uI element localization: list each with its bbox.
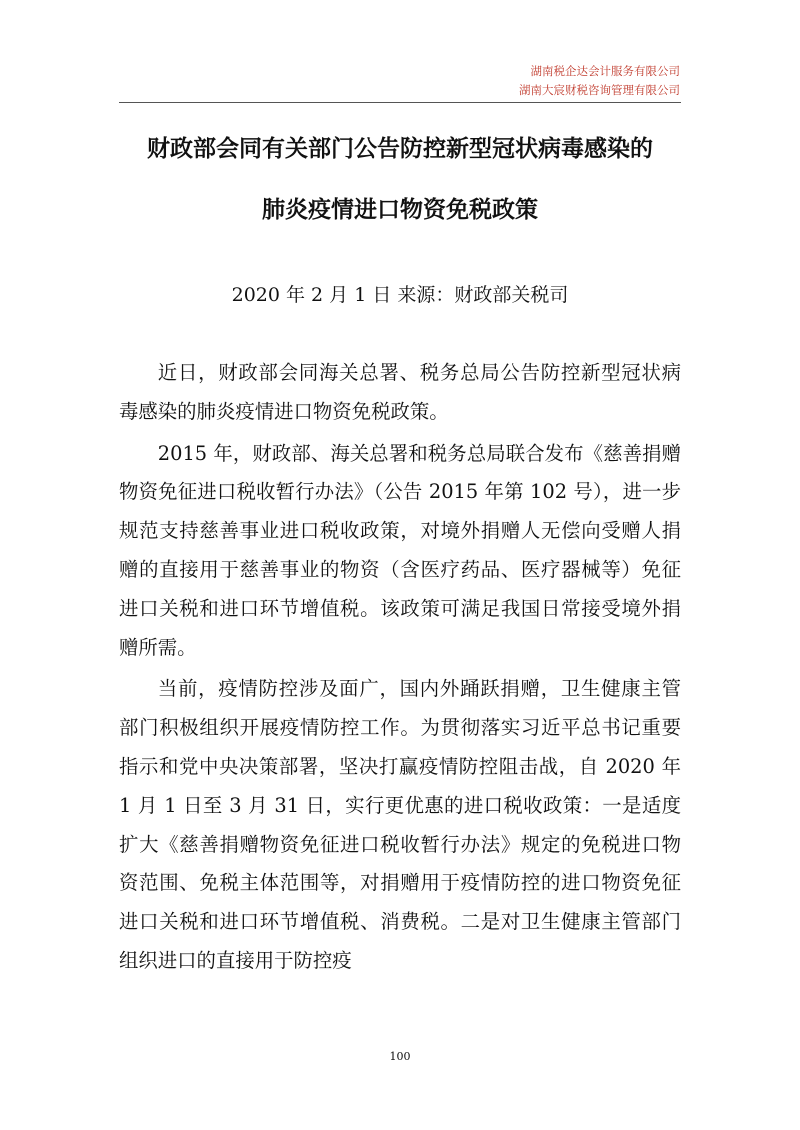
page-header: [519, 62, 680, 100]
document-body: [119, 354, 681, 981]
date-source-line: 2020 年 2 月 1 日 来源：财政部关税司: [231, 284, 569, 306]
document-title-line-1: 财政部会同有关部门公告防控新型冠状病毒感染的: [147, 136, 653, 162]
header-divider: [119, 102, 681, 103]
header-company-1: 湖南税企达会计服务有限公司: [530, 64, 680, 78]
body-paragraph: 近日，财政部会同海关总署、税务总局公告防控新型冠状病毒感染的肺炎疫情进口物资免税政策。: [119, 361, 681, 423]
document-title-line-2: 肺炎疫情进口物资免税政策: [262, 197, 538, 223]
header-company-2: 湖南大宸财税咨询管理有限公司: [519, 83, 680, 97]
page-number: 100: [389, 1050, 411, 1063]
body-paragraph: 2015 年，财政部、海关总署和税务总局联合发布《慈善捐赠物资免征进口税收暂行办法》（公告 2015 年第 102 号），进一步规范支持慈善事业进口税收政策，对境外捐赠人无偿向受赠人捐赠的直接用于慈善事业的物资（含医疗药品、医疗器械等）免征进口关税和进口环节增值税。该政策可满足我国日常接受境外捐赠所需。: [119, 441, 681, 659]
body-paragraph: 当前，疫情防控涉及面广，国内外踊跃捐赠，卫生健康主管部门积极组织开展疫情防控工作。为贯彻落实习近平总书记重要指示和党中央决策部署，坚决打赢疫情防控阻击战，自 2020 年 1 月 1 日至 3 月 31 日，实行更优惠的进口税收政策：一是适度扩大《慈善捐赠物资免征进口税收暂行办法》规定的免税进口物资范围、免税主体范围等，对捐赠用于疫情防控的进口物资免征进口关税和进口环节增值税、消费税。二是对卫生健康主管部门组织进口的直接用于防控疫: [119, 677, 681, 972]
